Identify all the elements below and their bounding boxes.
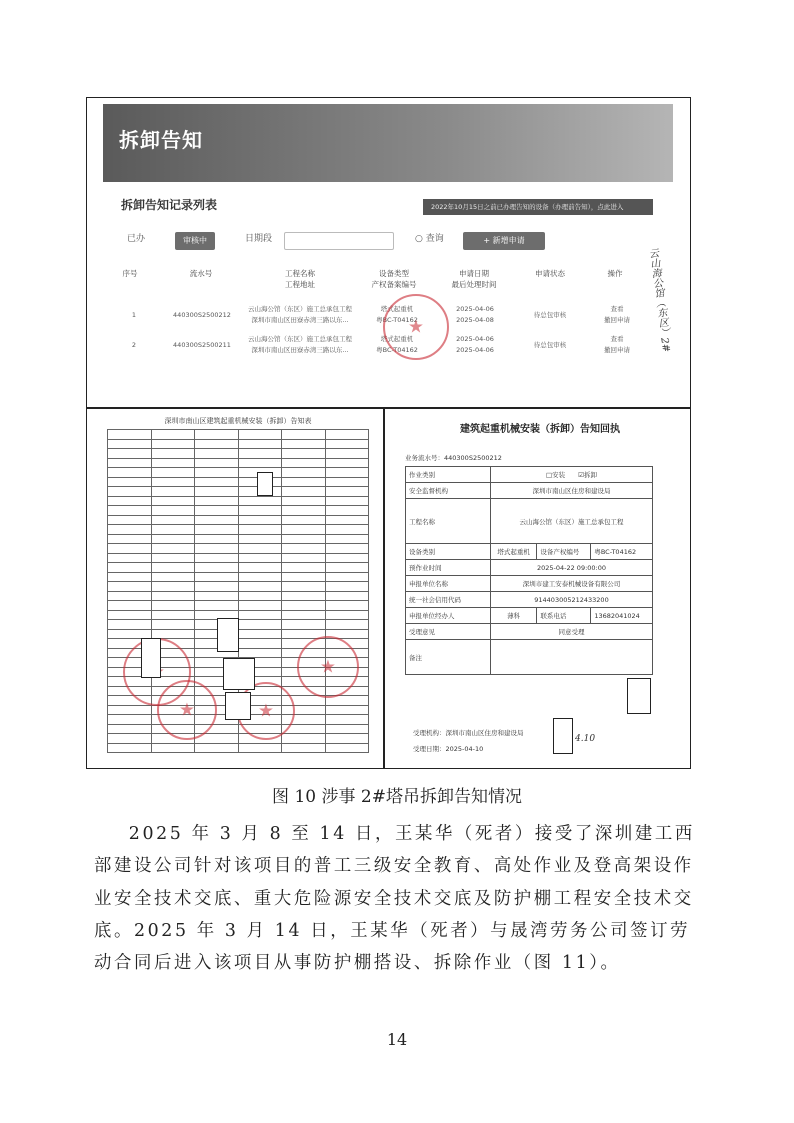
new-request-button[interactable]: + 新增申请 bbox=[463, 232, 545, 250]
form-cell bbox=[195, 430, 239, 440]
form-cell bbox=[238, 572, 282, 582]
header-ops: 操作 bbox=[607, 269, 623, 278]
form-cell bbox=[282, 563, 326, 573]
form-cell bbox=[325, 544, 369, 554]
redaction-box bbox=[627, 678, 651, 714]
form-cell bbox=[195, 544, 239, 554]
date-range-input[interactable] bbox=[284, 232, 394, 250]
view-link[interactable]: 查看 bbox=[610, 335, 624, 343]
form-cell bbox=[151, 487, 195, 497]
form-cell bbox=[325, 553, 369, 563]
form-cell bbox=[195, 477, 239, 487]
form-cell bbox=[282, 620, 326, 630]
receipt-title: 建筑起重机械安装（拆卸）告知回执 bbox=[460, 424, 620, 435]
redaction-box bbox=[141, 638, 161, 678]
form-cell bbox=[108, 525, 152, 535]
form-cell bbox=[238, 639, 282, 649]
form-cell bbox=[238, 496, 282, 506]
view-link[interactable]: 查看 bbox=[610, 305, 624, 313]
form-cell bbox=[108, 430, 152, 440]
form-cell bbox=[282, 496, 326, 506]
form-cell bbox=[151, 525, 195, 535]
form-cell bbox=[195, 534, 239, 544]
form-cell bbox=[151, 458, 195, 468]
form-cell bbox=[151, 515, 195, 525]
form-cell bbox=[195, 506, 239, 516]
form-cell bbox=[282, 734, 326, 744]
form-cell bbox=[282, 610, 326, 620]
form-cell bbox=[282, 525, 326, 535]
form-cell bbox=[238, 515, 282, 525]
form-cell bbox=[151, 553, 195, 563]
form-cell bbox=[195, 468, 239, 478]
form-cell bbox=[195, 743, 239, 753]
form-cell bbox=[108, 591, 152, 601]
header-serial: 流水号 bbox=[189, 269, 213, 278]
form-cell bbox=[195, 553, 239, 563]
form-cell bbox=[108, 515, 152, 525]
banner-title: 拆卸告知 bbox=[119, 128, 203, 152]
red-seal-stamp bbox=[157, 680, 217, 740]
form-cell bbox=[195, 591, 239, 601]
form-cell bbox=[282, 468, 326, 478]
form-cell bbox=[108, 458, 152, 468]
receipt-table: 作业类别 □安装 ☑拆卸 安全监督机构 深圳市南山区住房和建设局 工程名称 云山海公馆（东区）施工总承包工程 设备类别 塔式起重机 设备产权编号 粤BC-T04162 预作业时间 2025-04-22 09:00:00 申报单位名称 深圳市建工安泰机械设备有限公司 统一社会信用代码 914403005212433200 申报单位经办人 薄科 联系电话 13682041024 受理意见 同意受理 备注 bbox=[405, 466, 653, 675]
form-cell bbox=[108, 734, 152, 744]
form-cell bbox=[108, 572, 152, 582]
redaction-box bbox=[553, 718, 573, 754]
form-cell bbox=[238, 610, 282, 620]
form-cell bbox=[108, 487, 152, 497]
form-cell bbox=[282, 439, 326, 449]
form-cell bbox=[325, 487, 369, 497]
form-cell bbox=[325, 477, 369, 487]
page-number: 14 bbox=[386, 1030, 408, 1049]
form-cell bbox=[325, 506, 369, 516]
red-seal-stamp bbox=[383, 294, 449, 360]
form-cell bbox=[325, 715, 369, 725]
form-cell bbox=[325, 610, 369, 620]
header-date: 申请日期 最后处理时间 bbox=[451, 269, 497, 289]
form-cell bbox=[325, 705, 369, 715]
form-cell bbox=[195, 525, 239, 535]
form-cell bbox=[282, 477, 326, 487]
form-cell bbox=[325, 724, 369, 734]
header-status: 申请状态 bbox=[535, 269, 565, 278]
body-paragraph: 2025 年 3 月 8 至 14 日，王某华（死者）接受了深圳建工西部建设公司针对该项目的普工三级安全教育、高处作业及登高架设作业安全技术交底、重大危险源安全技术交底及防护棚工程安全技术交底。2025 年 3 月 14 日，王某华（死者）与晟湾劳务公司签订劳动合同后进入该项目从事防护棚搭设、拆除作业（图 11）。 bbox=[94, 824, 695, 974]
form-cell bbox=[108, 620, 152, 630]
form-cell bbox=[282, 572, 326, 582]
form-cell bbox=[325, 534, 369, 544]
form-cell bbox=[325, 620, 369, 630]
form-cell bbox=[238, 601, 282, 611]
form-cell bbox=[238, 458, 282, 468]
form-cell bbox=[282, 544, 326, 554]
form-cell bbox=[325, 582, 369, 592]
form-cell bbox=[238, 553, 282, 563]
form-cell bbox=[325, 591, 369, 601]
accept-org: 受理机构：深圳市南山区住房和建设局 bbox=[413, 729, 524, 737]
withdraw-link[interactable]: 撤回申请 bbox=[604, 346, 630, 354]
form-cell bbox=[151, 534, 195, 544]
form-cell bbox=[195, 487, 239, 497]
form-cell bbox=[238, 563, 282, 573]
form-cell bbox=[108, 496, 152, 506]
form-cell bbox=[195, 449, 239, 459]
figure-10: 拆卸告知 拆卸告知记录列表 2022年10月15日之前已办理告知的设备（办理前告知），点此进入 已办 审核中 日期段 ○ 查询 + 新增申请 序号 流水号 工程名称 工程地址 设备类型 产权备案编号 申请日期 最后处理时间 申请状态 操作 1 440300S2500212 云山海公馆（东区）施工总承包工程 深圳市南山区田寮赤湾三路以东... 塔式起重机 粤BC-T04162 2025-04-06 2025-04-08 待总包审核 查看 撤回申请 2 440300S2500211 云山海公馆（东区）施工总承包工程 深圳市南山区田寮赤湾三路以东... 塔式起重机 粤BC-T04162 2025-04-06 2025-04-06 待总包审核 查看 撤回申请 ★ 云山海公馆（东区）2# 深圳市南山区建筑起重机械安装（拆卸）告知表 ★ ★ ★ ★ 建筑起重机械安装（拆卸）告知回执 业务流水号：440300S2500212 作业类别 □安装 ☑拆卸 安全监督机构 深圳市南山区住房和建设局 工程名称 云山海公馆（东区）施工总承包工程 设备类别 塔式起重机 设备产权编号 粤BC-T04162 预作业时间 2025-04-22 09:00:00 申报单位名称 深圳市建工安泰机械设备有限公司 统一社会信用代码 914403005212433200 申报单位经办人 薄科 联系电话 13682041024 受理意见 同意受理 备注 受理机构：深圳市南山区住房和建设局 受理日期：2025-04-10 4.10 bbox=[86, 97, 691, 769]
divider-horizontal bbox=[87, 407, 690, 409]
form-cell bbox=[151, 572, 195, 582]
accept-date: 受理日期：2025-04-10 bbox=[413, 745, 484, 753]
form-cell bbox=[151, 563, 195, 573]
form-cell bbox=[282, 534, 326, 544]
notice-bar[interactable]: 2022年10月15日之前已办理告知的设备（办理前告知），点此进入 bbox=[423, 199, 653, 215]
form-cell bbox=[238, 620, 282, 630]
form-cell bbox=[151, 591, 195, 601]
banner bbox=[103, 104, 673, 182]
record-list-title: 拆卸告知记录列表 bbox=[121, 198, 218, 212]
form-cell bbox=[282, 449, 326, 459]
form-cell bbox=[195, 439, 239, 449]
handwritten-note: 云山海公馆（东区）2# bbox=[645, 247, 672, 354]
form-cell bbox=[151, 620, 195, 630]
form-cell bbox=[238, 430, 282, 440]
form-cell bbox=[195, 496, 239, 506]
form-cell bbox=[151, 477, 195, 487]
form-cell bbox=[108, 506, 152, 516]
form-cell bbox=[325, 496, 369, 506]
query-label: 查询 bbox=[425, 234, 444, 244]
receipt-form bbox=[405, 420, 675, 675]
figure-caption: 图 10 涉事 2#塔吊拆卸告知情况 bbox=[272, 787, 522, 807]
form-cell bbox=[108, 553, 152, 563]
left-form-title: 深圳市南山区建筑起重机械安装（拆卸）告知表 bbox=[164, 417, 312, 425]
header-no: 序号 bbox=[122, 269, 138, 278]
filter-status-button[interactable]: 审核中 bbox=[175, 232, 215, 250]
form-cell bbox=[238, 743, 282, 753]
form-cell bbox=[151, 743, 195, 753]
query-button[interactable]: ○ 查询 bbox=[415, 234, 444, 244]
form-cell bbox=[238, 525, 282, 535]
redaction-box bbox=[217, 618, 239, 652]
form-cell bbox=[108, 582, 152, 592]
form-cell bbox=[151, 506, 195, 516]
form-cell bbox=[325, 449, 369, 459]
form-cell bbox=[151, 496, 195, 506]
form-cell bbox=[325, 525, 369, 535]
form-cell bbox=[151, 430, 195, 440]
form-cell bbox=[282, 582, 326, 592]
form-cell bbox=[108, 610, 152, 620]
form-cell bbox=[108, 743, 152, 753]
form-cell bbox=[325, 563, 369, 573]
form-cell bbox=[238, 534, 282, 544]
form-cell bbox=[238, 506, 282, 516]
divider-vertical bbox=[383, 407, 385, 768]
form-cell bbox=[325, 734, 369, 744]
form-cell bbox=[325, 439, 369, 449]
form-cell bbox=[108, 601, 152, 611]
form-cell bbox=[108, 439, 152, 449]
form-cell bbox=[151, 449, 195, 459]
form-cell bbox=[238, 648, 282, 658]
form-cell bbox=[282, 591, 326, 601]
form-cell bbox=[108, 705, 152, 715]
filter-date-label: 日期段 bbox=[245, 234, 273, 244]
form-cell bbox=[325, 430, 369, 440]
withdraw-link[interactable]: 撤回申请 bbox=[604, 316, 630, 324]
form-cell bbox=[195, 458, 239, 468]
form-cell bbox=[238, 629, 282, 639]
header-project: 工程名称 工程地址 bbox=[285, 269, 315, 289]
form-cell bbox=[325, 458, 369, 468]
header-device: 设备类型 产权备案编号 bbox=[371, 269, 417, 289]
form-cell bbox=[151, 544, 195, 554]
form-cell bbox=[108, 715, 152, 725]
filter-status-label: 已办 bbox=[127, 234, 146, 244]
form-cell bbox=[282, 743, 326, 753]
redaction-box bbox=[257, 472, 273, 496]
form-cell bbox=[195, 515, 239, 525]
form-cell bbox=[195, 563, 239, 573]
form-cell bbox=[195, 582, 239, 592]
receipt-serial: 业务流水号：440300S2500212 bbox=[405, 454, 502, 462]
form-cell bbox=[325, 468, 369, 478]
form-cell bbox=[282, 601, 326, 611]
form-cell bbox=[325, 601, 369, 611]
form-cell bbox=[151, 610, 195, 620]
form-cell bbox=[282, 487, 326, 497]
redaction-box bbox=[223, 658, 255, 690]
redaction-box bbox=[225, 692, 251, 720]
form-cell bbox=[282, 553, 326, 563]
form-cell bbox=[151, 582, 195, 592]
form-cell bbox=[282, 430, 326, 440]
form-cell bbox=[238, 582, 282, 592]
form-cell bbox=[238, 544, 282, 554]
form-cell bbox=[282, 458, 326, 468]
form-cell bbox=[238, 439, 282, 449]
form-cell bbox=[108, 477, 152, 487]
form-cell bbox=[151, 468, 195, 478]
form-cell bbox=[151, 601, 195, 611]
form-cell bbox=[195, 572, 239, 582]
form-cell bbox=[108, 544, 152, 554]
form-cell bbox=[325, 743, 369, 753]
form-cell bbox=[282, 506, 326, 516]
handwritten-date: 4.10 bbox=[575, 734, 596, 744]
form-cell bbox=[282, 515, 326, 525]
form-cell bbox=[325, 572, 369, 582]
form-cell bbox=[108, 449, 152, 459]
form-cell bbox=[238, 591, 282, 601]
form-cell bbox=[108, 468, 152, 478]
form-cell bbox=[151, 439, 195, 449]
form-cell bbox=[108, 563, 152, 573]
form-cell bbox=[195, 601, 239, 611]
form-cell bbox=[325, 515, 369, 525]
form-cell bbox=[238, 449, 282, 459]
form-cell bbox=[108, 534, 152, 544]
form-cell bbox=[108, 724, 152, 734]
red-seal-stamp bbox=[297, 636, 359, 698]
